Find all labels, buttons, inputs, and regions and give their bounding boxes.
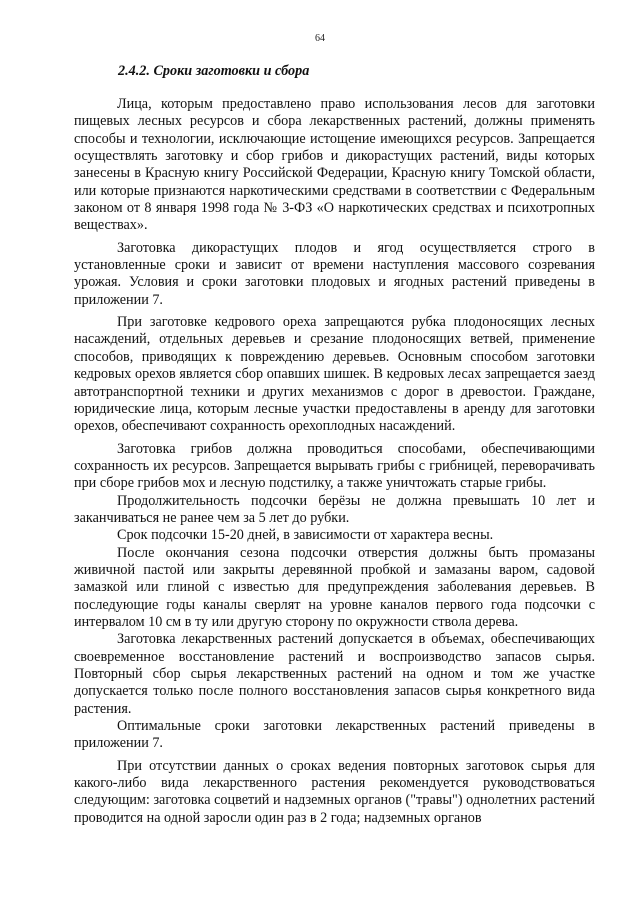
paragraph-cedar-nuts: При заготовке кедрового ореха запрещаются рубка плодоносящих лесных насаждений, отдельных деревьев и срезание плодоносящих ветвей, применение способов, приводящих к повреждению деревьев. Основным способом заготовки кедровых орехов является сбор опавших шишек. В кедровых лесах запрещается заезд автотранспортной техники и других механизмов с дорог в древостои. Граждане, юридические лица, которым лесные участки предоставлены в аренду для заготовки орехов, обеспечивают сохранность орехоплодных насаждений. — [74, 314, 595, 435]
paragraph-after-tapping: После окончания сезона подсочки отверстия должны быть промазаны живичной пастой или закрыты деревянной пробкой и замазаны варом, садовой замазкой или глиной с известью для предупреждения заболевания деревьев. В последующие годы каналы сверлят на уровне каналов первого года подсочки с интервалом 10 см в ту или другую сторону по окружности ствола дерева. — [74, 544, 595, 630]
paragraph-birch-tapping-duration: Продолжительность подсочки берёзы не должна превышать 10 лет и заканчиваться не ранее чем за 5 лет до рубки. — [74, 492, 595, 526]
paragraph-forest-use-rules: Лица, которым предоставлено право использования лесов для заготовки пищевых лесных ресурсов и сбора лекарственных растений, должны применять способы и технологии, исключающие истощение имеющихся ресурсов. Запрещается осуществлять заготовку и сбор грибов и дикорастущих растений, виды которых занесены в Красную книгу Российской Федерации, Красную книгу Томской области, или которые признаются наркотическими средствами в соответствии с Федеральным законом от 8 января 1998 года № 3-ФЗ «О наркотических средствах и психотропных веществах». — [74, 96, 595, 234]
paragraph-tapping-period: Срок подсочки 15-20 дней, в зависимости от характера весны. — [117, 527, 494, 544]
page-number: 64 — [315, 33, 325, 44]
paragraph-repeated-harvest: При отсутствии данных о сроках ведения повторных заготовок сырья для какого-либо вида лекарственного растения рекомендуется руководствоваться следующим: заготовка соцветий и надземных органов ("травы") однолетних растений проводится на одной заросли один раз в 2 года; надземных органов — [74, 757, 595, 826]
section-heading: 2.4.2. Сроки заготовки и сбора — [118, 63, 310, 79]
paragraph-medicinal-plants: Заготовка лекарственных растений допускается в объемах, обеспечивающих своевременное восстановление растений и воспроизводство запасов сырья. Повторный сбор сырья лекарственных растений на одном и том же участке допускается только после полного восстановления запасов сырья конкретного вида растения. — [74, 631, 595, 717]
body-text — [74, 96, 595, 832]
paragraph-optimal-terms: Оптимальные сроки заготовки лекарственных растений приведены в приложении 7. — [74, 718, 595, 752]
paragraph-wild-fruits-berries: Заготовка дикорастущих плодов и ягод осуществляется строго в установленные сроки и зависит от времени наступления массового созревания урожая. Условия и сроки заготовки плодовых и ягодных растений приведены в приложении 7. — [74, 239, 595, 308]
paragraph-mushrooms: Заготовка грибов должна проводиться способами, обеспечивающими сохранность их ресурсов. Запрещается вырывать грибы с грибницей, переворачивать при сборе грибов мох и лесную подстилку, а также уничтожать старые грибы. — [74, 440, 595, 492]
